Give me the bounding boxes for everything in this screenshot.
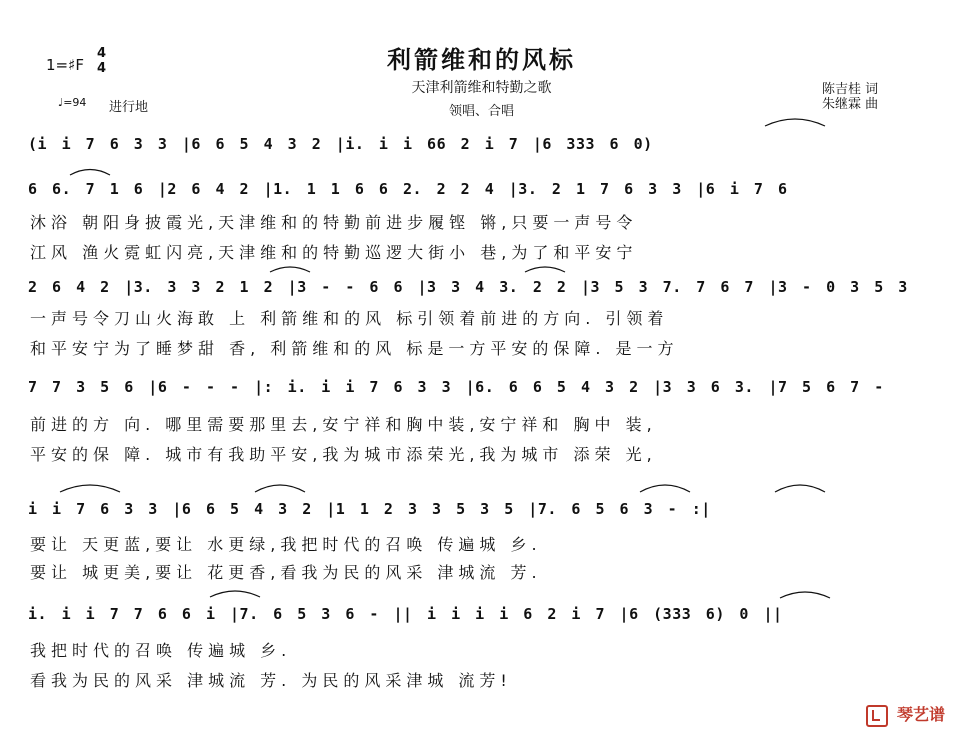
lyricist-credit: 陈吉桂 词: [822, 82, 879, 97]
lyric-line-6-verse-2: 看我为民的风采 津城流 芳. 为民的风采津城 流芳!: [30, 671, 512, 690]
tempo-marking: ♩=94: [58, 96, 87, 109]
lyric-line-3-verse-2: 和平安宁为了睡梦甜 香, 利箭维和的风 标是一方平安的保障. 是一方: [30, 339, 679, 358]
notation-line-6: i. i i 7 7 6 6 i |7. 6 5 3 6 - || i i i i 6 2 i 7 |6 (333 6) 0 ||: [28, 605, 783, 623]
site-logo: [866, 702, 945, 727]
logo-icon: [866, 705, 888, 727]
notation-line-2: 6 6. 7 1 6 |2 6 4 2 |1. 1 1 6 6 2. 2 2 4 |3. 2 1 7 6 3 3 |6 i 7 6: [28, 180, 788, 198]
logo-text: 琴艺谱: [896, 705, 945, 724]
time-signature-top: 4: [97, 46, 107, 61]
lyric-line-2-verse-1: 沐浴 朝阳身披霞光,天津维和的特勤前进步履铿 锵,只要一声号令: [30, 213, 638, 232]
lyric-line-4-verse-1: 前进的方 向. 哪里需要那里去,安宁祥和胸中装,安宁祥和 胸中 装,: [30, 415, 657, 434]
performance-style: 领唱、合唱: [448, 104, 514, 119]
lyric-line-3-verse-1: 一声号令刀山火海敢 上 利箭维和的风 标引领着前进的方向. 引领着: [30, 309, 669, 328]
song-title: 利箭维和的风标: [387, 46, 576, 74]
notation-line-1: (i i 7 6 3 3 |6 6 5 4 3 2 |i. i i 66 2 i 7 |6 333 6 0): [28, 135, 653, 153]
notation-line-4: 7 7 3 5 6 |6 - - - |: i. i i 7 6 3 3 |6. 6 6 5 4 3 2 |3 3 6 3. |7 5 6 7 -: [28, 378, 884, 396]
notation-line-3: 2 6 4 2 |3. 3 3 2 1 2 |3 - - 6 6 |3 3 4 3. 2 2 |3 5 3 7. 7 6 7 |3 - 0 3 5 3: [28, 278, 908, 296]
notation-line-5: i i 7 6 3 3 |6 6 5 4 3 2 |1 1 2 3 3 5 3 5 |7. 6 5 6 3 - :|: [28, 500, 711, 518]
lyric-line-6-verse-1: 我把时代的召唤 传遍城 乡.: [30, 641, 292, 660]
key-signature: 1=♯F: [46, 56, 84, 74]
composer-credit: 朱继霖 曲: [822, 97, 879, 112]
lyric-line-2-verse-2: 江风 渔火霓虹闪亮,天津维和的特勤巡逻大街小 巷,为了和平安宁: [30, 243, 638, 262]
expression-marking: 进行地: [109, 100, 149, 115]
lyric-line-5-verse-1: 要让 天更蓝,要让 水更绿,我把时代的召唤 传遍城 乡.: [30, 535, 542, 554]
lyric-line-5-verse-2: 要让 城更美,要让 花更香,看我为民的风采 津城流 芳.: [30, 563, 542, 582]
lyric-line-4-verse-2: 平安的保 障. 城市有我助平安,我为城市添荣光,我为城市 添荣 光,: [30, 445, 657, 464]
song-subtitle: 天津利箭维和特勤之歌: [411, 80, 552, 96]
time-signature-bottom: 4: [97, 61, 107, 76]
